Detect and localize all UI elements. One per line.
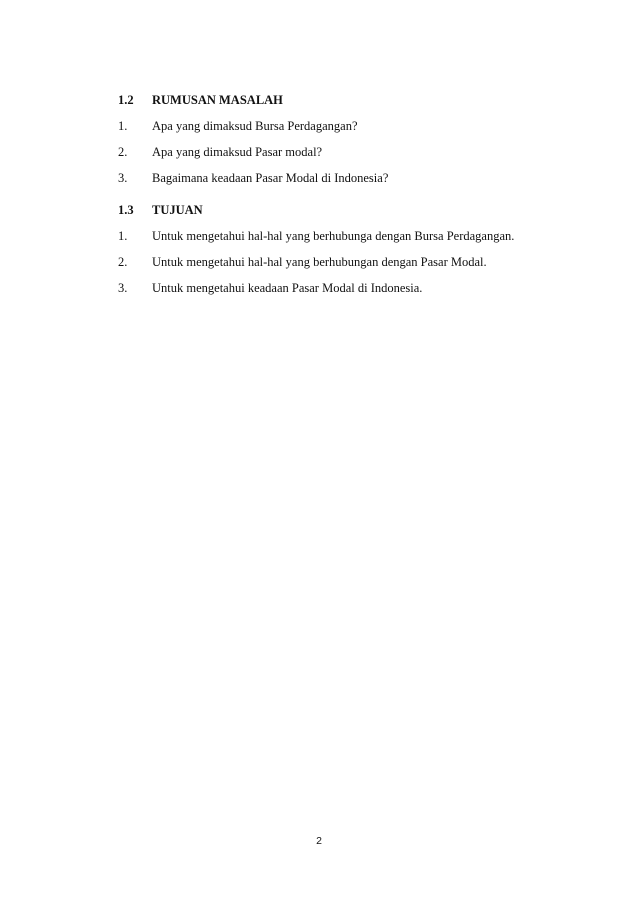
list-item-text: Apa yang dimaksud Bursa Perdagangan? bbox=[152, 119, 358, 133]
list-item bbox=[118, 113, 588, 139]
list-item bbox=[118, 275, 588, 301]
list-item-number: 1. bbox=[118, 229, 128, 243]
list-item-text: Untuk mengetahui hal-hal yang berhubunga dengan Bursa Perdagangan. bbox=[152, 229, 515, 243]
list-item-number: 3. bbox=[118, 171, 128, 185]
list-item bbox=[118, 139, 588, 165]
list-item-number: 2. bbox=[118, 145, 128, 159]
page-number: 2 bbox=[316, 835, 322, 847]
list-item-number: 2. bbox=[118, 255, 128, 269]
section-rumusan-masalah bbox=[118, 87, 588, 191]
list-item-number: 3. bbox=[118, 281, 128, 295]
list-item-text: Untuk mengetahui hal-hal yang berhubungan dengan Pasar Modal. bbox=[152, 255, 487, 269]
section-title: TUJUAN bbox=[152, 203, 203, 217]
list-item-number: 1. bbox=[118, 119, 128, 133]
section-heading bbox=[118, 87, 588, 113]
section-number: 1.2 bbox=[118, 93, 134, 107]
list-item bbox=[118, 249, 588, 275]
list-item-text: Apa yang dimaksud Pasar modal? bbox=[152, 145, 323, 159]
list-item bbox=[118, 223, 588, 249]
list-item-text: Bagaimana keadaan Pasar Modal di Indonesia? bbox=[152, 171, 389, 185]
section-heading bbox=[118, 197, 588, 223]
section-number: 1.3 bbox=[118, 203, 134, 217]
section-tujuan bbox=[118, 197, 588, 301]
section-title: RUMUSAN MASALAH bbox=[152, 93, 283, 107]
list-item bbox=[118, 165, 588, 191]
list-item-text: Untuk mengetahui keadaan Pasar Modal di Indonesia. bbox=[152, 281, 423, 295]
